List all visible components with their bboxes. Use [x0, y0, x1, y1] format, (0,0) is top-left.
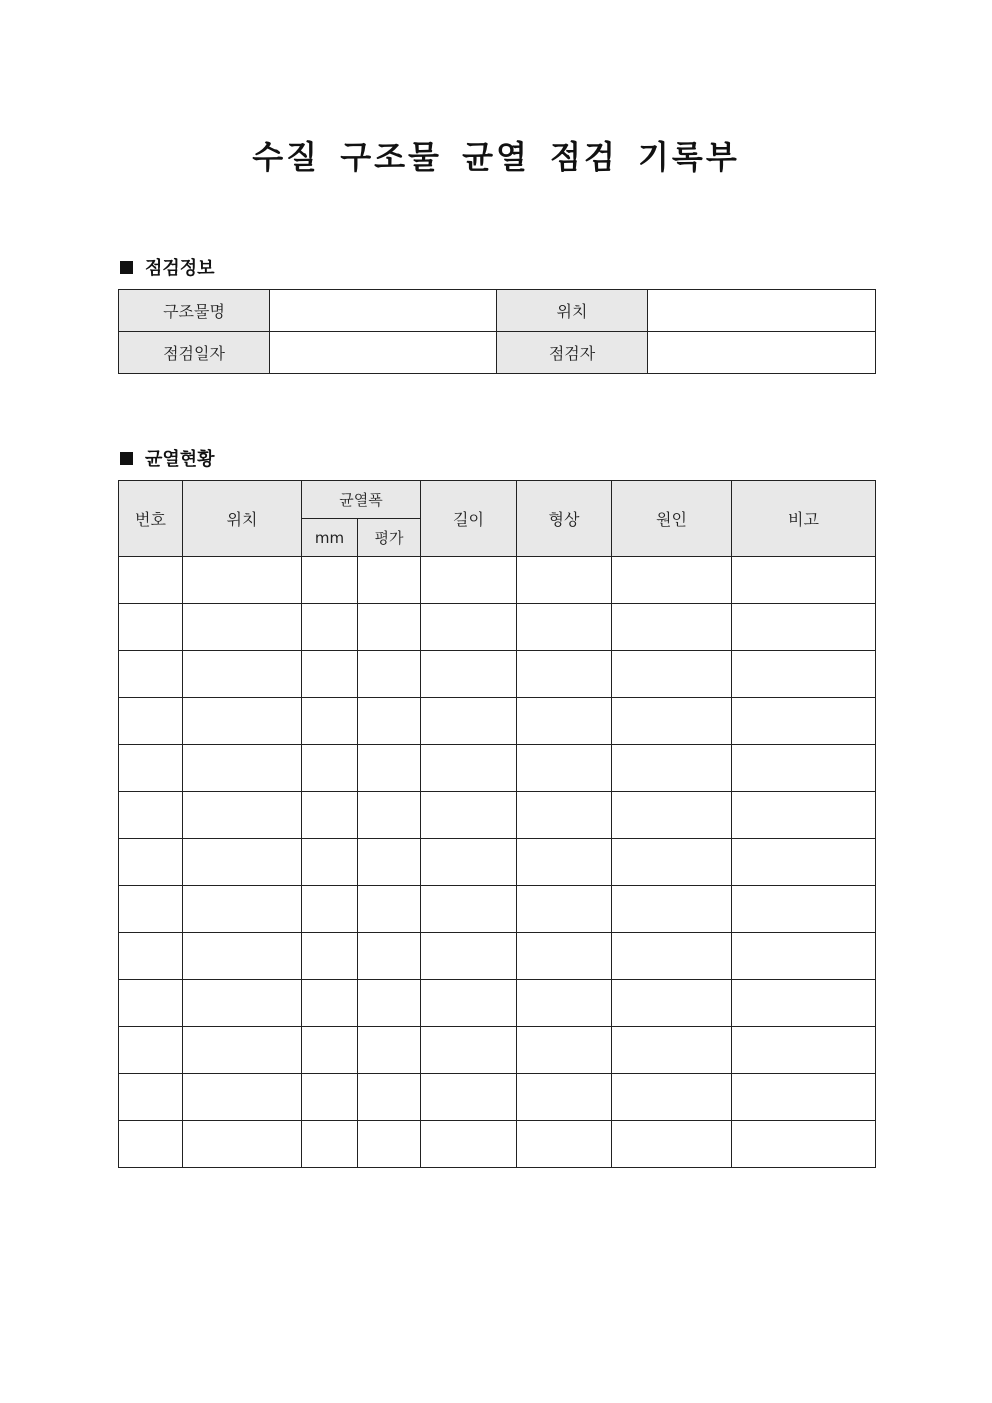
cell-width-eval[interactable]	[358, 1027, 421, 1074]
cell-cause[interactable]	[612, 839, 732, 886]
cell-length[interactable]	[421, 1027, 517, 1074]
header-width-mm: mm	[302, 519, 358, 557]
header-location: 위치	[183, 481, 302, 557]
cell-remarks[interactable]	[732, 1121, 876, 1168]
structure-name-label: 구조물명	[119, 290, 270, 332]
cell-cause[interactable]	[612, 745, 732, 792]
cell-width-eval[interactable]	[358, 1074, 421, 1121]
cell-no[interactable]	[119, 1074, 183, 1121]
table-row	[119, 792, 876, 839]
cell-length[interactable]	[421, 886, 517, 933]
cell-width-eval[interactable]	[358, 792, 421, 839]
crack-section-heading	[120, 445, 215, 471]
cell-cause[interactable]	[612, 557, 732, 604]
cell-no[interactable]	[119, 980, 183, 1027]
table-row	[119, 933, 876, 980]
cell-width-mm[interactable]	[302, 980, 358, 1027]
cell-remarks[interactable]	[732, 1027, 876, 1074]
cell-length[interactable]	[421, 698, 517, 745]
cell-shape[interactable]	[517, 1027, 612, 1074]
cell-remarks[interactable]	[732, 745, 876, 792]
cell-cause[interactable]	[612, 933, 732, 980]
cell-cause[interactable]	[612, 1121, 732, 1168]
cell-width-mm[interactable]	[302, 933, 358, 980]
cell-width-eval[interactable]	[358, 886, 421, 933]
cell-remarks[interactable]	[732, 698, 876, 745]
cell-width-mm[interactable]	[302, 698, 358, 745]
table-row	[119, 745, 876, 792]
cell-cause[interactable]	[612, 792, 732, 839]
cell-width-eval[interactable]	[358, 557, 421, 604]
cell-shape[interactable]	[517, 792, 612, 839]
cell-location[interactable]	[183, 557, 302, 604]
header-crack-width: 균열폭	[302, 481, 421, 519]
cell-location[interactable]	[183, 980, 302, 1027]
cell-remarks[interactable]	[732, 980, 876, 1027]
table-row	[119, 839, 876, 886]
square-bullet-icon	[120, 261, 133, 274]
table-row	[119, 886, 876, 933]
cell-width-mm[interactable]	[302, 839, 358, 886]
cell-width-mm[interactable]	[302, 1027, 358, 1074]
square-bullet-icon	[120, 452, 133, 465]
cell-width-eval[interactable]	[358, 651, 421, 698]
cell-cause[interactable]	[612, 1027, 732, 1074]
cell-no[interactable]	[119, 604, 183, 651]
cell-width-mm[interactable]	[302, 792, 358, 839]
cell-length[interactable]	[421, 651, 517, 698]
cell-width-mm[interactable]	[302, 557, 358, 604]
cell-location[interactable]	[183, 604, 302, 651]
cell-cause[interactable]	[612, 604, 732, 651]
cell-shape[interactable]	[517, 1121, 612, 1168]
cell-length[interactable]	[421, 980, 517, 1027]
info-section-heading	[120, 254, 215, 280]
location-label: 위치	[497, 290, 648, 332]
cell-no[interactable]	[119, 745, 183, 792]
crack-section-label: 균열현황	[145, 449, 215, 470]
cell-length[interactable]	[421, 933, 517, 980]
cell-shape[interactable]	[517, 980, 612, 1027]
cell-no[interactable]	[119, 933, 183, 980]
cell-length[interactable]	[421, 1074, 517, 1121]
cell-shape[interactable]	[517, 886, 612, 933]
structure-name-field[interactable]	[270, 290, 497, 332]
cell-width-eval[interactable]	[358, 980, 421, 1027]
cell-width-mm[interactable]	[302, 651, 358, 698]
cell-remarks[interactable]	[732, 933, 876, 980]
cell-shape[interactable]	[517, 839, 612, 886]
cell-shape[interactable]	[517, 651, 612, 698]
cell-width-eval[interactable]	[358, 698, 421, 745]
cell-length[interactable]	[421, 557, 517, 604]
cell-width-mm[interactable]	[302, 1121, 358, 1168]
cell-remarks[interactable]	[732, 1074, 876, 1121]
cell-length[interactable]	[421, 839, 517, 886]
cell-no[interactable]	[119, 886, 183, 933]
cell-no[interactable]	[119, 1027, 183, 1074]
location-field[interactable]	[648, 290, 876, 332]
crack-table-body	[119, 557, 876, 1168]
cell-width-mm[interactable]	[302, 745, 358, 792]
cell-width-mm[interactable]	[302, 604, 358, 651]
inspector-label: 점검자	[497, 332, 648, 374]
cell-width-eval[interactable]	[358, 604, 421, 651]
cell-location[interactable]	[183, 886, 302, 933]
cell-remarks[interactable]	[732, 557, 876, 604]
inspection-date-field[interactable]	[270, 332, 497, 374]
cell-shape[interactable]	[517, 933, 612, 980]
cell-location[interactable]	[183, 1074, 302, 1121]
cell-location[interactable]	[183, 839, 302, 886]
cell-no[interactable]	[119, 698, 183, 745]
header-width-eval: 평가	[358, 519, 421, 557]
table-row	[119, 1074, 876, 1121]
table-row	[119, 557, 876, 604]
table-row	[119, 1027, 876, 1074]
cell-length[interactable]	[421, 1121, 517, 1168]
cell-width-mm[interactable]	[302, 1074, 358, 1121]
cell-remarks[interactable]	[732, 839, 876, 886]
cell-no[interactable]	[119, 1121, 183, 1168]
cell-no[interactable]	[119, 651, 183, 698]
table-row	[119, 651, 876, 698]
cell-location[interactable]	[183, 651, 302, 698]
table-row	[119, 604, 876, 651]
cell-remarks[interactable]	[732, 604, 876, 651]
cell-width-eval[interactable]	[358, 839, 421, 886]
cell-width-mm[interactable]	[302, 886, 358, 933]
cell-cause[interactable]	[612, 698, 732, 745]
cell-length[interactable]	[421, 604, 517, 651]
cell-shape[interactable]	[517, 698, 612, 745]
cell-width-eval[interactable]	[358, 745, 421, 792]
cell-remarks[interactable]	[732, 792, 876, 839]
header-length: 길이	[421, 481, 517, 557]
cell-no[interactable]	[119, 792, 183, 839]
cell-length[interactable]	[421, 792, 517, 839]
info-section-label: 점검정보	[145, 258, 215, 279]
cell-cause[interactable]	[612, 886, 732, 933]
cell-location[interactable]	[183, 1121, 302, 1168]
cell-cause[interactable]	[612, 1074, 732, 1121]
table-row	[119, 980, 876, 1027]
header-no: 번호	[119, 481, 183, 557]
cell-location[interactable]	[183, 1027, 302, 1074]
cell-remarks[interactable]	[732, 651, 876, 698]
cell-location[interactable]	[183, 933, 302, 980]
cell-shape[interactable]	[517, 604, 612, 651]
cell-cause[interactable]	[612, 651, 732, 698]
cell-shape[interactable]	[517, 557, 612, 604]
cell-shape[interactable]	[517, 1074, 612, 1121]
crack-status-table	[118, 480, 876, 1168]
header-cause: 원인	[612, 481, 732, 557]
cell-cause[interactable]	[612, 980, 732, 1027]
cell-length[interactable]	[421, 745, 517, 792]
inspector-field[interactable]	[648, 332, 876, 374]
cell-location[interactable]	[183, 792, 302, 839]
cell-width-eval[interactable]	[358, 1121, 421, 1168]
cell-remarks[interactable]	[732, 886, 876, 933]
inspection-info-table	[118, 289, 876, 374]
cell-location[interactable]	[183, 745, 302, 792]
table-row	[119, 698, 876, 745]
cell-location[interactable]	[183, 698, 302, 745]
cell-no[interactable]	[119, 839, 183, 886]
header-shape: 형상	[517, 481, 612, 557]
cell-width-eval[interactable]	[358, 933, 421, 980]
cell-no[interactable]	[119, 557, 183, 604]
cell-shape[interactable]	[517, 745, 612, 792]
inspection-date-label: 점검일자	[119, 332, 270, 374]
table-row	[119, 1121, 876, 1168]
header-remarks: 비고	[732, 481, 876, 557]
page-title: 수질 구조물 균열 점검 기록부	[252, 138, 740, 176]
